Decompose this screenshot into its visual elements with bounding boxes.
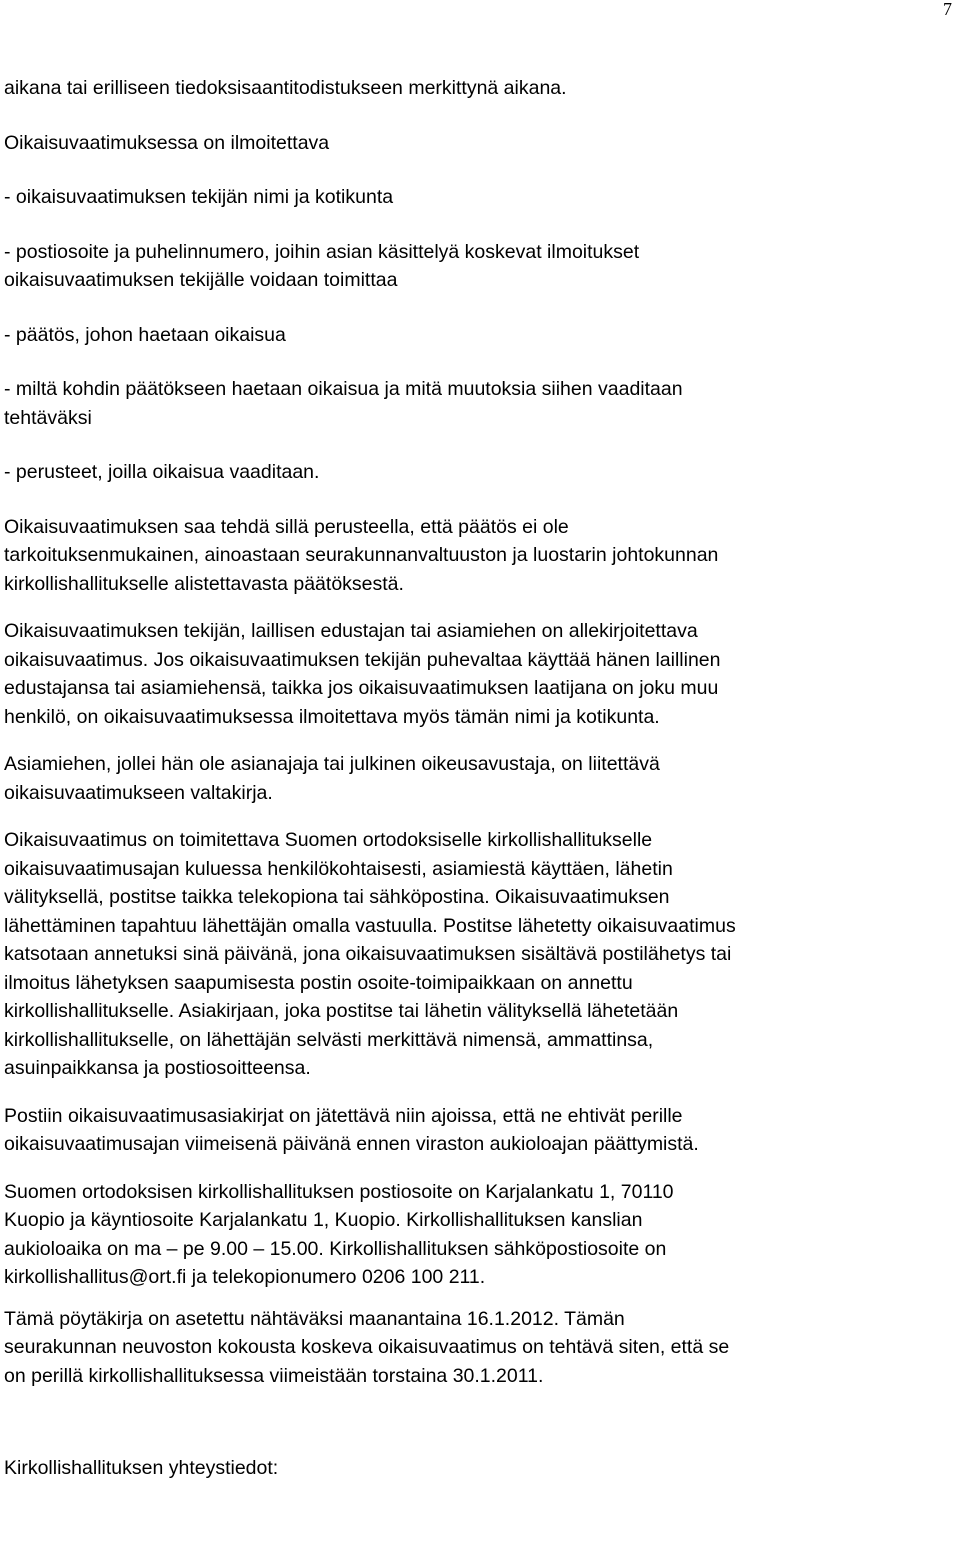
text-line: seurakunnan neuvoston kokousta koskeva oikaisuvaatimus on tehtävä siten, että se bbox=[4, 1336, 730, 1358]
text-line: - päätös, johon haetaan oikaisua bbox=[4, 323, 286, 346]
paragraph-deadline-note bbox=[4, 74, 958, 103]
text-line: Postiin oikaisuvaatimusasiakirjat on jätettävä niin ajoissa, että ne ehtivät perille bbox=[4, 1104, 683, 1127]
paragraph-requirements-heading bbox=[4, 129, 958, 158]
text-line: aukioloaika on ma – pe 9.00 – 15.00. Kirkollishallituksen sähköpostiosoite on bbox=[4, 1237, 667, 1260]
text-line: Oikaisuvaatimus on toimitettava Suomen ortodoksiselle kirkollishallitukselle bbox=[4, 829, 653, 851]
list-item-changes bbox=[4, 375, 958, 432]
text-line: tehtäväksi bbox=[4, 406, 92, 429]
document-body bbox=[4, 74, 958, 1483]
text-line: oikaisuvaatimukseen valtakirja. bbox=[4, 781, 273, 804]
text-line: oikaisuvaatimuksen tekijälle voidaan toimittaa bbox=[4, 269, 398, 291]
text-line: tarkoituksenmukainen, ainoastaan seurakunnanvaltuuston ja luostarin johtokunnan bbox=[4, 544, 719, 566]
paragraph-power-of-attorney bbox=[4, 750, 958, 807]
text-line: henkilö, on oikaisuvaatimuksessa ilmoitettava myös tämän nimi ja kotikunta. bbox=[4, 705, 660, 728]
page-number: 7 bbox=[943, 0, 952, 19]
text-line: aikana tai erilliseen tiedoksisaantitodistukseen merkittynä aikana. bbox=[4, 77, 567, 99]
text-line: kirkollishallitus@ort.fi ja telekopionumero 0206 100 211. bbox=[4, 1266, 486, 1288]
text-line: oikaisuvaatimusajan viimeisenä päivänä ennen viraston aukioloajan päättymistä. bbox=[4, 1133, 699, 1155]
paragraph-signature bbox=[4, 617, 958, 731]
text-line: edustajansa tai asiamiehensä, taikka jos oikaisuvaatimuksen laatijana on joku muu bbox=[4, 677, 719, 699]
text-line: lähettäminen tapahtuu lähettäjän omalla vastuulla. Postitse lähetetty oikaisuvaatimus bbox=[4, 914, 736, 937]
paragraph-grounds bbox=[4, 513, 958, 599]
text-line: Oikaisuvaatimuksessa on ilmoitettava bbox=[4, 131, 330, 154]
text-line: Kuopio ja käyntiosoite Karjalankatu 1, Kuopio. Kirkollishallituksen kanslian bbox=[4, 1209, 643, 1231]
text-line: kirkollishallitukselle. Asiakirjaan, joka postitse tai lähetin välityksellä lähetetään bbox=[4, 1000, 679, 1022]
text-line: oikaisuvaatimus. Jos oikaisuvaatimuksen tekijän puhevaltaa käyttää hänen laillinen bbox=[4, 648, 721, 671]
text-line: Oikaisuvaatimuksen tekijän, laillisen edustajan tai asiamiehen on allekirjoitettava bbox=[4, 620, 698, 642]
list-item-name bbox=[4, 183, 958, 212]
text-line: kirkollishallitukselle alistettavasta päätöksestä. bbox=[4, 572, 404, 595]
paragraph-delivery bbox=[4, 826, 958, 1083]
text-line: - miltä kohdin päätökseen haetaan oikaisua ja mitä muutoksia siihen vaaditaan bbox=[4, 378, 683, 400]
text-line: Asiamiehen, jollei hän ole asianajaja tai julkinen oikeusavustaja, on liitettävä bbox=[4, 753, 660, 775]
text-line: Oikaisuvaatimuksen saa tehdä sillä perusteella, että päätös ei ole bbox=[4, 515, 569, 538]
text-line: - oikaisuvaatimuksen tekijän nimi ja kotikunta bbox=[4, 186, 394, 208]
text-line: Kirkollishallituksen yhteystiedot: bbox=[4, 1457, 279, 1479]
paragraph-display-notice bbox=[4, 1305, 958, 1391]
text-line: kirkollishallitukselle, on lähettäjän selvästi merkittävä nimensä, ammattinsa, bbox=[4, 1028, 654, 1051]
list-item-decision bbox=[4, 321, 958, 350]
list-item-grounds bbox=[4, 458, 958, 487]
text-line: - perusteet, joilla oikaisua vaaditaan. bbox=[4, 461, 320, 483]
text-line: - postiosoite ja puhelinnumero, joihin asian käsittelyä koskevat ilmoitukset bbox=[4, 240, 640, 263]
text-line: on perillä kirkollishallituksessa viimeistään torstaina 30.1.2011. bbox=[4, 1364, 544, 1387]
paragraph-contacts-heading bbox=[4, 1454, 958, 1483]
list-item-address bbox=[4, 238, 958, 295]
text-line: katsotaan annetuksi sinä päivänä, jona oikaisuvaatimuksen sisältävä postilähetys tai bbox=[4, 943, 732, 965]
text-line: välityksellä, postitse taikka telekopiona tai sähköpostina. Oikaisuvaatimuksen bbox=[4, 886, 670, 908]
text-line: ilmoitus lähetyksen saapumisesta postin osoite-toimipaikkaan on annettu bbox=[4, 971, 633, 994]
paragraph-contact-info bbox=[4, 1178, 958, 1292]
text-line: asuinpaikkansa ja postiosoitteensa. bbox=[4, 1057, 311, 1079]
text-line: Tämä pöytäkirja on asetettu nähtäväksi maanantaina 16.1.2012. Tämän bbox=[4, 1307, 625, 1330]
text-line: oikaisuvaatimusajan kuluessa henkilökohtaisesti, asiamiestä käyttäen, lähetin bbox=[4, 857, 673, 880]
text-line: Suomen ortodoksisen kirkollishallituksen postiosoite on Karjalankatu 1, 70110 bbox=[4, 1180, 674, 1203]
paragraph-postal-deadline bbox=[4, 1102, 958, 1159]
